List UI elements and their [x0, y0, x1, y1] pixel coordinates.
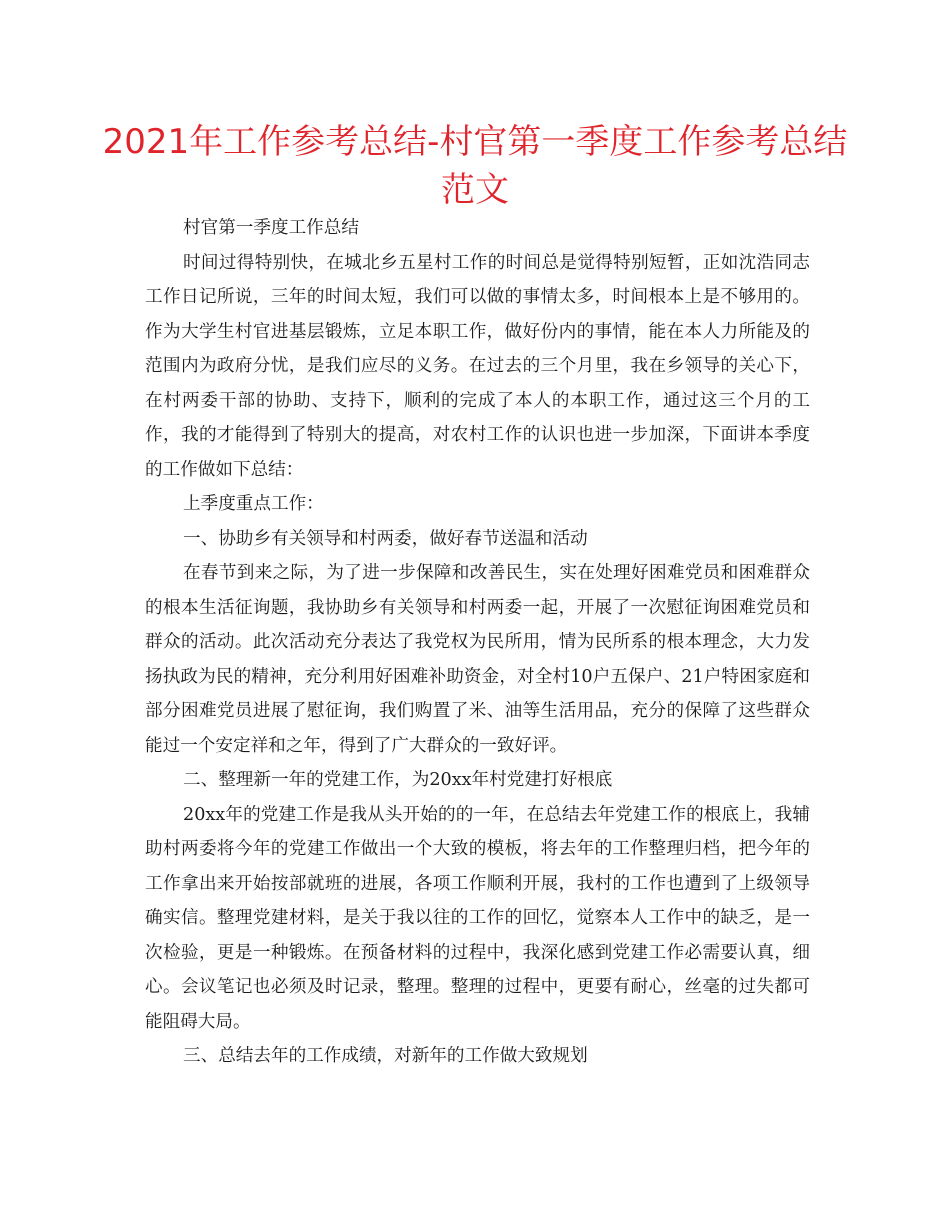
document-title: 2021年工作参考总结-村官第一季度工作参考总结范文	[102, 122, 848, 210]
body-paragraph: 时间过得特别快，在城北乡五星村工作的时间总是觉得特别短暂，正如沈浩同志工作日记所说，三年的时间太短，我们可以做的事情太多，时间根本上是不够用的。作为大学生村官进基层锻炼，立足本职工作，做好份内的事情，能在本人力所能及的范围内为政府分忧，是我们应尽的义务。在过去的三个月里，我在乡领导的关心下，在村两委干部的协助、支持下，顺利的完成了本人的本职工作，通过这三个月的工作，我的才能得到了特别大的提高，对农村工作的认识也进一步加深，下面讲本季度的工作做如下总结：	[145, 252, 810, 480]
body-paragraph: 在春节到来之际，为了进一步保障和改善民生，实在处理好困难党员和困难群众的根本生活征询题，我协助乡有关领导和村两委一起，开展了一次慰征询困难党员和群众的活动。此次活动充分表达了我党权为民所用，情为民所系的根本理念，大力发扬执政为民的精神，充分利用好困难补助资金，对全村10户五保户、21户特困家庭和部分困难党员进展了慰征询，我们购置了米、油等生活用品，充分的保障了这些群众能过一个安定祥和之年，得到了广大群众的一致好评。	[145, 563, 810, 756]
section-heading: 三、总结去年的工作成绩，对新年的工作做大致规划	[183, 1046, 588, 1066]
section-heading: 上季度重点工作：	[183, 494, 324, 514]
document-body	[145, 211, 810, 1074]
section-heading: 村官第一季度工作总结	[183, 218, 359, 238]
body-paragraph: 20xx年的党建工作是我从头开始的的一年，在总结去年党建工作的根底上，我辅助村两委将今年的党建工作做出一个大致的模板，将去年的工作整理归档，把今年的工作拿出来开始按部就班的进展，各项工作顺利开展，我村的工作也遭到了上级领导确实信。整理党建材料，是关于我以往的工作的回忆，觉察本人工作中的缺乏，是一次检验，更是一种锻炼。在预备材料的过程中，我深化感到党建工作必需要认真，细心。会议笔记也必须及时记录，整理。整理的过程中，更要有耐心，丝毫的过失都可能阻碍大局。	[145, 804, 810, 1032]
section-heading: 一、协助乡有关领导和村两委，做好春节送温和活动	[183, 528, 588, 549]
section-heading: 二、整理新一年的党建工作，为20xx年村党建打好根底	[183, 770, 613, 790]
